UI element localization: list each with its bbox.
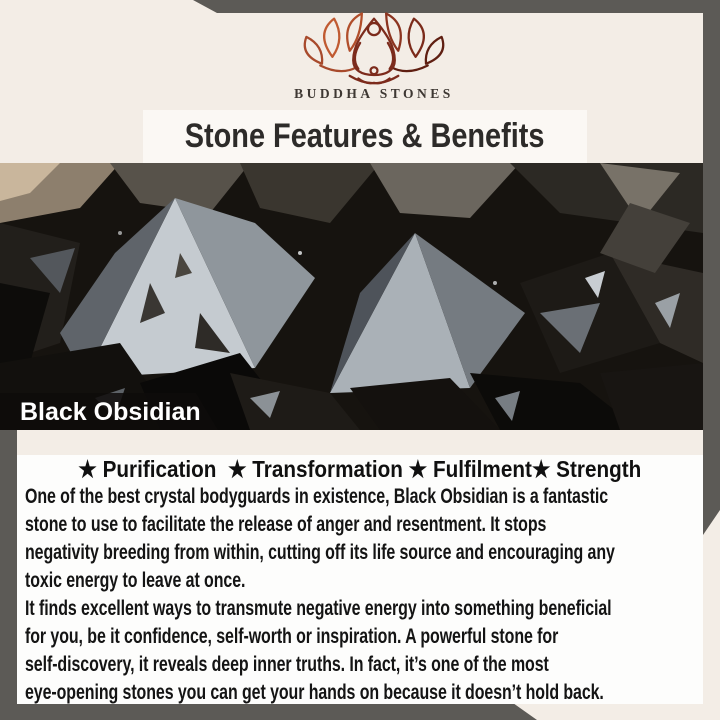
photo-caption: Black Obsidian (20, 398, 201, 426)
description-panel (17, 455, 703, 704)
lotus-logo-icon (284, 10, 464, 88)
body-line: One of the best crystal bodyguards in existence, Black Obsidian is a fantastic (25, 485, 609, 508)
obsidian-photo (0, 163, 703, 430)
brand-name: BUDDHA STONES (294, 86, 454, 101)
features-row (17, 456, 703, 483)
title-banner (143, 110, 587, 163)
body-line: self-discovery, it reveals deep inner truths. In fact, it’s one of the most (25, 653, 549, 676)
body-line: stone to use to facilitate the release of anger and resentment. It stops (25, 513, 547, 536)
features-line: ★ Purification ★ Transformation ★ Fulfilment★ Strength (78, 456, 642, 482)
body-paragraph (25, 483, 703, 704)
body-line: eye-opening stones you can get your hands on because it doesn’t hold back. (25, 681, 604, 704)
body-line: negativity breeding from within, cutting off its life source and encouraging any (25, 541, 615, 564)
body-line: It finds excellent ways to transmute negative energy into something beneficial (25, 597, 612, 620)
page-title: Stone Features & Benefits (185, 117, 545, 155)
body-line: for you, be it confidence, self-worth or inspiration. A powerful stone for (25, 625, 559, 648)
body-line: toxic energy to leave at once. (25, 569, 246, 592)
